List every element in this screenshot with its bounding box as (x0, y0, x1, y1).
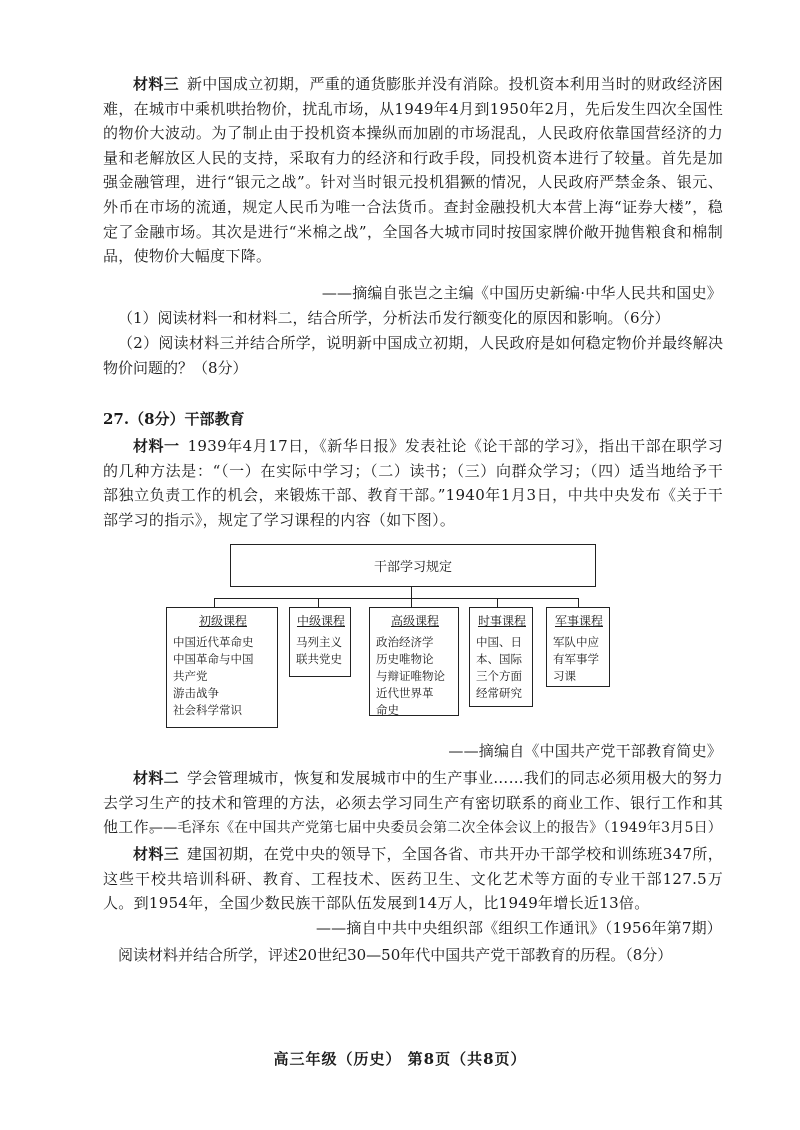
course-box-current-affairs (469, 607, 533, 707)
q27-material3-paragraph (103, 842, 723, 916)
course-box-title: 中级课程 (296, 614, 345, 628)
material-text: 1939年4月17日，《新华日报》发表社论《论干部的学习》，指出干部在职学习的几种方法是：“（一）在实际中学习；（二）读书；（三）向群众学习；（四）适当地给予干部独立负责工作的机会，来锻炼干部、教育干部。”1940年1月3日，中共中央发布《关于干部学习的指示》，规定了学习课程的内容（如下图）。 (103, 437, 723, 529)
course-item: 三个方面 (476, 669, 522, 683)
course-item: 军队中应 (553, 635, 599, 649)
course-item: 与辩证唯物论 (376, 669, 445, 683)
material-label: 材料二 (133, 769, 179, 787)
course-item: 命史 (376, 703, 399, 717)
material3-source-citation: ——摘自中共中央组织部《组织工作通讯》（1956年第7期） (315, 919, 722, 937)
course-box-title: 军事课程 (554, 614, 603, 628)
course-item: 本、国际 (476, 652, 522, 666)
course-box-military (546, 607, 610, 687)
course-item: 马列主义 (296, 635, 342, 649)
question-27-prompt: 阅读材料并结合所学，评述20世纪30—50年代中国共产党干部教育的历程。（8分） (118, 946, 673, 964)
course-item: 社会科学常识 (173, 703, 242, 717)
course-item: 政治经济学 (376, 635, 434, 649)
material-label: 材料三 (133, 845, 180, 863)
course-item: 中国革命与中国 (173, 652, 254, 666)
q27-material1-paragraph (103, 434, 723, 532)
course-item: 中国近代革命史 (173, 635, 254, 649)
course-item: 游击战争 (173, 686, 219, 700)
page-footer: 高三年级（历史） 第8页（共8页） (273, 1050, 527, 1068)
material-label: 材料一 (133, 437, 180, 455)
question-26-2: （2）阅读材料三并结合所学，说明新中国成立初期，人民政府是如何稳定物价并最终解决物价问题的？（8分） (103, 334, 723, 377)
diagram-title-box: 干部学习规定 (230, 544, 596, 587)
source-citation: ——摘编自张岂之主编《中国历史新编·中华人民共和国史》 (321, 284, 722, 302)
course-item: 中国、日 (476, 635, 522, 649)
material2-source-citation: ——毛泽东《在中国共产党第七届中央委员会第二次全体会议上的报告》（1949年3月5日） (148, 820, 722, 836)
course-item: 有军事学 (553, 652, 599, 666)
course-box-title: 初级课程 (198, 614, 247, 628)
course-item: 共产党 (173, 669, 208, 683)
material-text: 学会管理城市，恢复和发展城市中的生产事业……我们的同志必须用极大的努力去学习生产的技术和管理的方法，必须去学习同生产有密切联系的商业工作、银行工作和其他工作。 (103, 769, 723, 837)
course-box-advanced (369, 607, 459, 716)
course-item: 联共党史 (296, 652, 342, 666)
course-item: 经常研究 (476, 686, 522, 700)
material-text: 建国初期，在党中央的领导下，全国各省、市共开办干部学校和训练班347所，这些干校共培训科研、教育、工程技术、医药卫生、文化艺术等方面的专业干部127.5万人。到1954年，全国少数民族干部队伍发展到14万人，比1949年增长近13倍。 (103, 845, 723, 913)
course-box-elementary (166, 607, 278, 728)
diagram-connector (214, 598, 578, 599)
material-text: 新中国成立初期，严重的通货膨胀并没有消除。投机资本利用当时的财政经济困难，在城市中乘机哄抬物价，扰乱市场，从1949年4月到1950年2月，先后发生四次全国性的物价大波动。为了制止由于投机资本操纵而加剧的市场混乱，人民政府依靠国营经济的力量和老解放区人民的支持，采取有力的经济和行政手段，同投机资本进行了较量。首先是加强金融管理，进行“银元之战”。针对当时银元投机猖獗的情况，人民政府严禁金条、银元、外币在市场的流通，规定人民币为唯一合法货币。查封金融投机大本营上海“证券大楼”，稳定了金融市场。其次是进行“米棉之战”，全国各大城市同时按国家牌价敞开抛售粮食和棉制品，使物价大幅度下降。 (103, 75, 723, 266)
course-box-title: 高级课程 (390, 614, 439, 628)
course-item: 习课 (553, 669, 576, 683)
course-item: 历史唯物论 (376, 652, 434, 666)
material-label: 材料三 (133, 75, 179, 93)
course-box-title: 时事课程 (477, 614, 526, 628)
material3-paragraph (103, 72, 723, 269)
question-27-heading: 27.（8分）干部教育 (103, 410, 245, 428)
diagram-source-citation: ——摘编自《中国共产党干部教育简史》 (448, 742, 722, 760)
course-item: 近代世界革 (376, 686, 434, 700)
question-26-1: （1）阅读材料一和材料二，结合所学，分析法币发行额变化的原因和影响。（6分） (118, 309, 670, 327)
course-box-intermediate (289, 607, 351, 677)
